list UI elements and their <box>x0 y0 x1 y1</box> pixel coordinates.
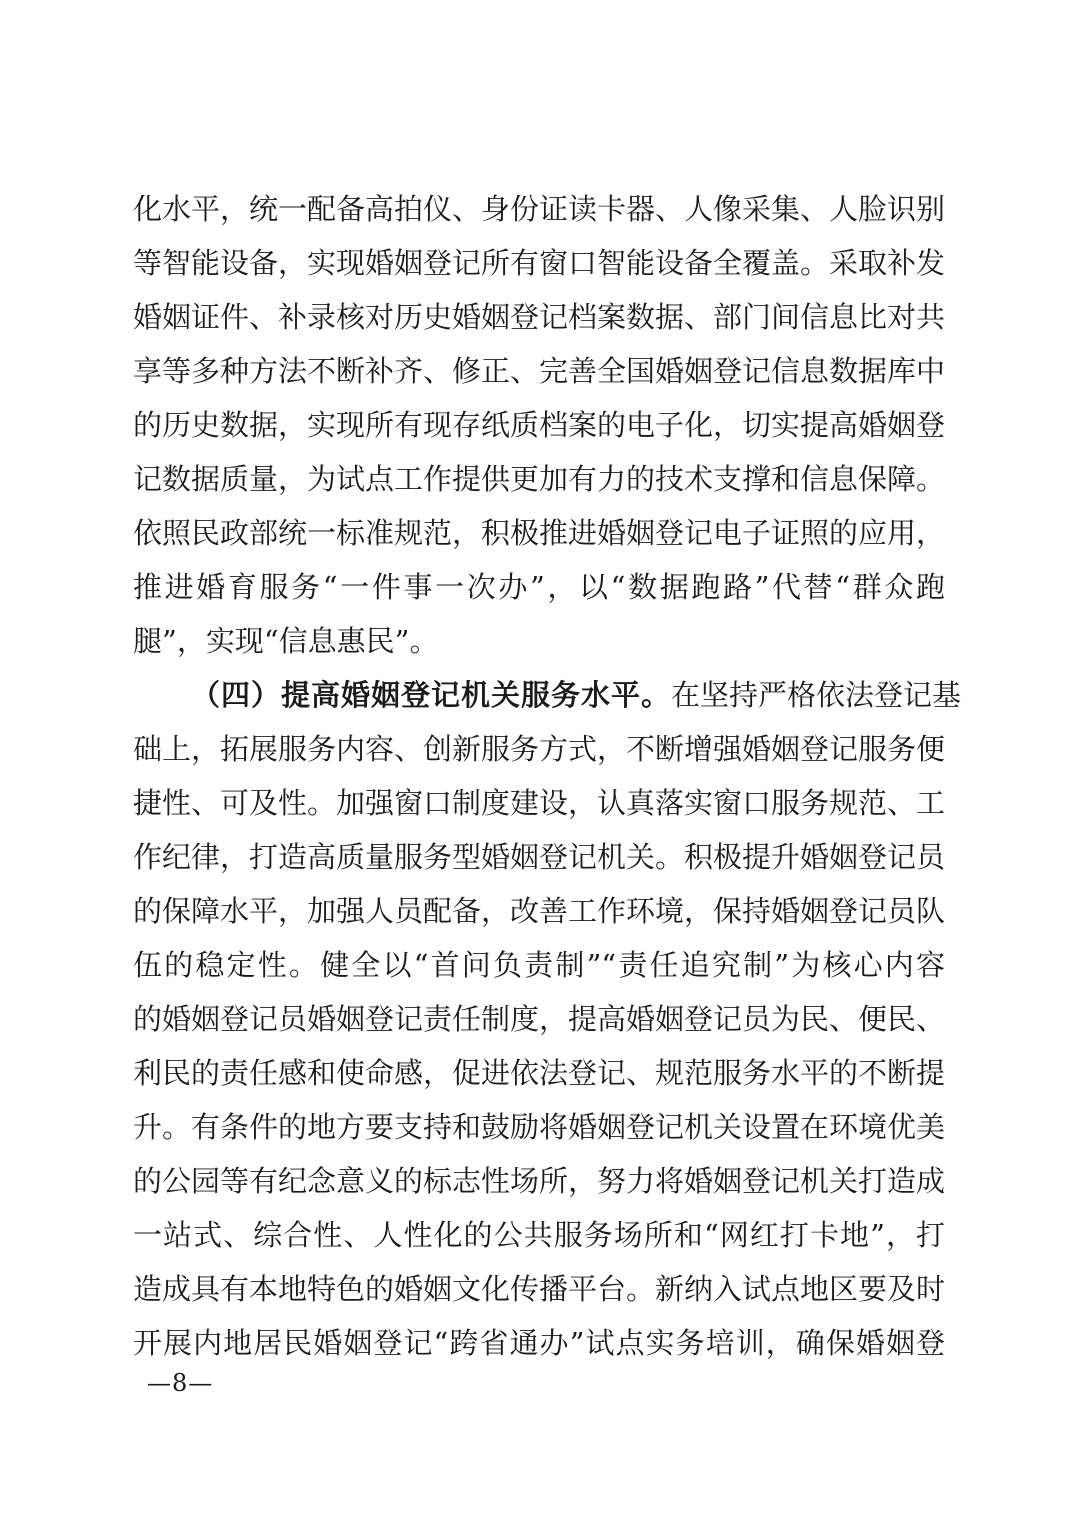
paragraph-service-level <box>133 668 962 1370</box>
text-line: 记数据质量，为试点工作提供更加有力的技术支撑和信息保障。 <box>133 462 946 496</box>
text-line: 享等多种方法不断补齐、修正、完善全国婚姻登记信息数据库中 <box>133 354 946 388</box>
text-line: 础上，拓展服务内容、创新服务方式，不断增强婚姻登记服务便 <box>133 732 946 766</box>
text-line: 作纪律，打造高质量服务型婚姻登记机关。积极提升婚姻登记员 <box>133 840 946 874</box>
text-line: 等智能设备，实现婚姻登记所有窗口智能设备全覆盖。采取补发 <box>133 246 946 280</box>
text-line: 化水平，统一配备高拍仪、身份证读卡器、人像采集、人脸识别 <box>133 192 946 226</box>
text-line: 造成具有本地特色的婚姻文化传播平台。新纳入试点地区要及时 <box>133 1272 946 1306</box>
text-line: 腿”，实现“信息惠民”。 <box>133 624 439 658</box>
paragraph-information-technology <box>133 182 945 668</box>
text-line: 依照民政部统一标准规范，积极推进婚姻登记电子证照的应用， <box>133 516 946 550</box>
section-first-line <box>133 668 962 722</box>
text-line: 的保障水平，加强人员配备，改善工作环境，保持婚姻登记员队 <box>133 894 946 928</box>
text-line: 开展内地居民婚姻登记“跨省通办”试点实务培训，确保婚姻登 <box>133 1326 945 1360</box>
text-line: 的历史数据，实现所有现存纸质档案的电子化，切实提高婚姻登 <box>133 408 946 442</box>
text-line: 升。有条件的地方要支持和鼓励将婚姻登记机关设置在环境优美 <box>133 1110 946 1144</box>
text-line: 伍的稳定性。健全以“首问负责制”“责任追究制”为核心内容 <box>133 948 945 982</box>
section-first-line-text: 在坚持严格依法登记基 <box>671 678 962 712</box>
text-line: 利民的责任感和使命感，促进依法登记、规范服务水平的不断提 <box>133 1056 946 1090</box>
text-line: 婚姻证件、补录核对历史婚姻登记档案数据、部门间信息比对共 <box>133 300 946 334</box>
text-line: 推进婚育服务“一件事一次办”，以“数据跑路”代替“群众跑 <box>133 570 945 604</box>
text-line: 捷性、可及性。加强窗口制度建设，认真落实窗口服务规范、工 <box>133 786 946 820</box>
section-heading: （四）提高婚姻登记机关服务水平。 <box>191 678 672 712</box>
page-number: —8— <box>147 1369 214 1397</box>
text-line: 一站式、综合性、人性化的公共服务场所和“网红打卡地”，打 <box>133 1218 945 1252</box>
text-line: 的婚姻登记员婚姻登记责任制度，提高婚姻登记员为民、便民、 <box>133 1002 946 1036</box>
text-line: 的公园等有纪念意义的标志性场所，努力将婚姻登记机关打造成 <box>133 1164 946 1198</box>
